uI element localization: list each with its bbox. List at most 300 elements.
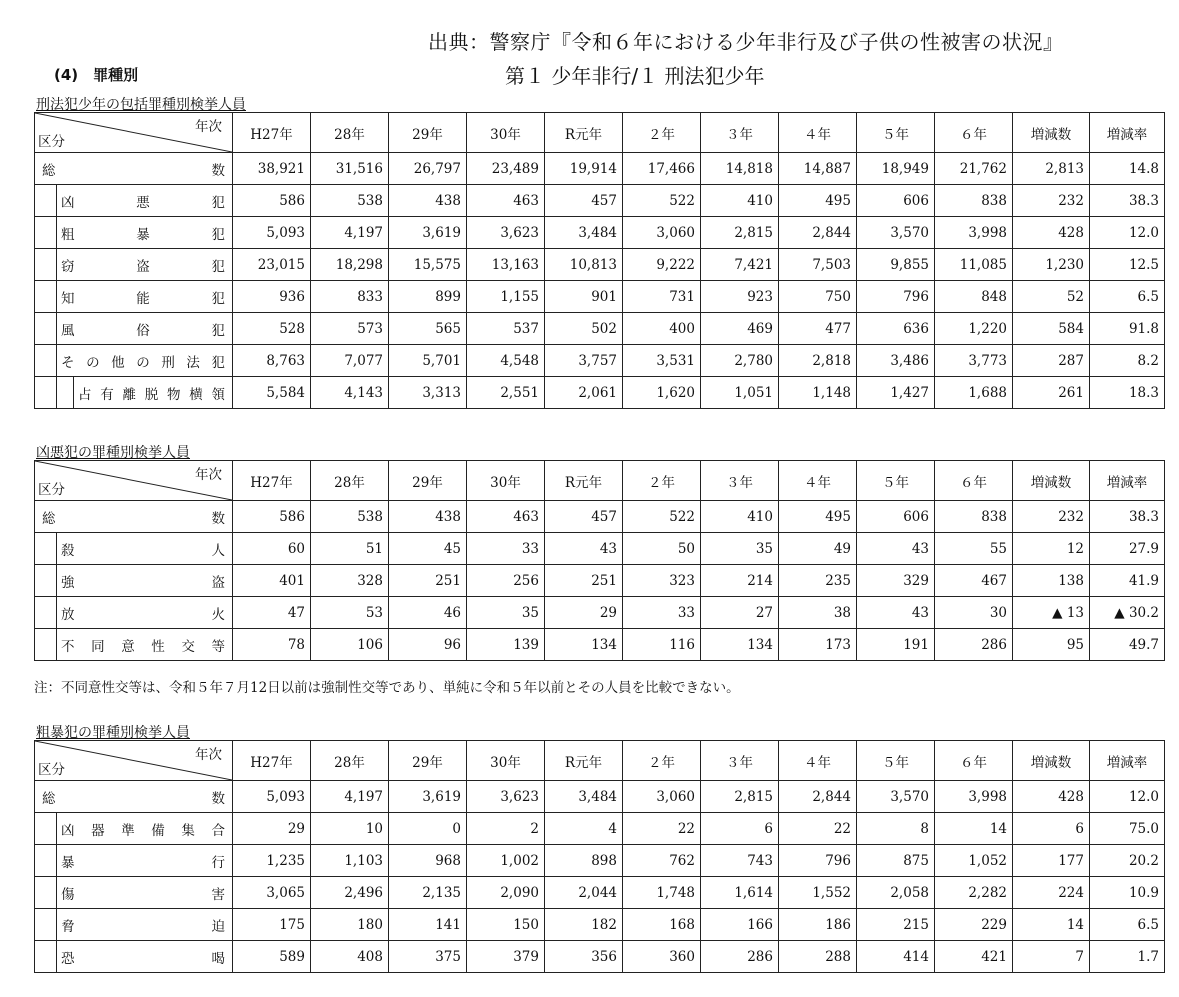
table-cell: 38.3 — [1090, 185, 1165, 217]
table-cell: 41.9 — [1090, 565, 1165, 597]
table-cell: 224 — [1013, 877, 1090, 909]
table-cell: 7,503 — [779, 249, 857, 281]
table-cell: 323 — [623, 565, 701, 597]
table-cell: 400 — [623, 313, 701, 345]
table-cell: 23,489 — [467, 153, 545, 185]
table-cell: 251 — [545, 565, 623, 597]
table-cell: 2,496 — [311, 877, 389, 909]
corner-category-label: 区分 — [38, 482, 65, 498]
table-cell: 3,065 — [233, 877, 311, 909]
table1-caption: 刑法犯少年の包括罪種別検挙人員 — [36, 97, 246, 113]
column-header: 28年 — [311, 741, 389, 781]
column-header: 29年 — [389, 741, 467, 781]
row-label: 強 盗 — [35, 565, 233, 597]
table-cell: 45 — [389, 533, 467, 565]
table-cell: 469 — [701, 313, 779, 345]
table-cell: 51 — [311, 533, 389, 565]
column-header: ６年 — [935, 113, 1013, 153]
column-header: ２年 — [623, 113, 701, 153]
table-cell: 502 — [545, 313, 623, 345]
table-heinous-crimes — [34, 460, 1165, 661]
table-cell: 4 — [545, 813, 623, 845]
table-cell: 379 — [467, 941, 545, 973]
table-cell: 750 — [779, 281, 857, 313]
table-cell: 8,763 — [233, 345, 311, 377]
table-cell: 168 — [623, 909, 701, 941]
table-row — [35, 501, 1165, 533]
table-cell: 899 — [389, 281, 467, 313]
column-header: 増減率 — [1090, 741, 1165, 781]
table-cell: 256 — [467, 565, 545, 597]
table-cell: 186 — [779, 909, 857, 941]
table-cell: 2,135 — [389, 877, 467, 909]
table-cell: 95 — [1013, 629, 1090, 661]
table-cell: 134 — [545, 629, 623, 661]
table-cell: 375 — [389, 941, 467, 973]
table-cell: 139 — [467, 629, 545, 661]
column-header: 30年 — [467, 461, 545, 501]
table-cell: 565 — [389, 313, 467, 345]
table-cell: 6.5 — [1090, 281, 1165, 313]
table-cell: 3,998 — [935, 217, 1013, 249]
table-cell: 4,197 — [311, 217, 389, 249]
table-cell: 173 — [779, 629, 857, 661]
table-cell: 3,570 — [857, 217, 935, 249]
table-cell: 586 — [233, 185, 311, 217]
table-cell: 410 — [701, 185, 779, 217]
table-cell: 43 — [857, 597, 935, 629]
row-label: そ の 他 の 刑 法 犯 — [35, 345, 233, 377]
table-cell: 731 — [623, 281, 701, 313]
table-cell: 1,155 — [467, 281, 545, 313]
table-cell: 3,313 — [389, 377, 467, 409]
table-cell: 232 — [1013, 185, 1090, 217]
table-cell: 838 — [935, 185, 1013, 217]
row-label: 凶 器 準 備 集 合 — [35, 813, 233, 845]
table-cell: 537 — [467, 313, 545, 345]
table-cell: 10 — [311, 813, 389, 845]
table-cell: 7,421 — [701, 249, 779, 281]
table2-note: 注：不同意性交等は、令和５年７月12日以前は強制性交等であり、単純に令和５年以前とその人員を比較できない。 — [34, 680, 740, 696]
table-cell: 328 — [311, 565, 389, 597]
table-cell: 116 — [623, 629, 701, 661]
table-cell: ▲ 30.2 — [1090, 597, 1165, 629]
table-cell: 138 — [1013, 565, 1090, 597]
table-cell: 12.0 — [1090, 781, 1165, 813]
table-cell: 1.7 — [1090, 941, 1165, 973]
table-cell: 438 — [389, 185, 467, 217]
table-cell: 235 — [779, 565, 857, 597]
table-cell: 286 — [701, 941, 779, 973]
table-cell: 46 — [389, 597, 467, 629]
table-row — [35, 597, 1165, 629]
table-cell: 229 — [935, 909, 1013, 941]
table-cell: 898 — [545, 845, 623, 877]
table-cell: 1,052 — [935, 845, 1013, 877]
corner-header — [35, 741, 233, 781]
column-header: ６年 — [935, 741, 1013, 781]
column-header: ３年 — [701, 741, 779, 781]
table-cell: 584 — [1013, 313, 1090, 345]
table-cell: 636 — [857, 313, 935, 345]
table-cell: 848 — [935, 281, 1013, 313]
table-cell: 1,552 — [779, 877, 857, 909]
table-cell: 2,780 — [701, 345, 779, 377]
table2-caption: 凶悪犯の罪種別検挙人員 — [36, 445, 190, 461]
column-header: 30年 — [467, 741, 545, 781]
row-label: 総 数 — [35, 501, 233, 533]
table-cell: 23,015 — [233, 249, 311, 281]
table-cell: 60 — [233, 533, 311, 565]
table-row — [35, 941, 1165, 973]
table-row — [35, 877, 1165, 909]
column-header: R元年 — [545, 113, 623, 153]
table-row — [35, 153, 1165, 185]
table-cell: 463 — [467, 501, 545, 533]
table-cell: 457 — [545, 501, 623, 533]
table-cell: 47 — [233, 597, 311, 629]
table-cell: 166 — [701, 909, 779, 941]
table-cell: 2,090 — [467, 877, 545, 909]
table-row — [35, 281, 1165, 313]
table-cell: 22 — [623, 813, 701, 845]
table-row — [35, 377, 1165, 409]
table-cell: 6.5 — [1090, 909, 1165, 941]
table-cell: 3,773 — [935, 345, 1013, 377]
column-header: 増減数 — [1013, 113, 1090, 153]
header-row — [35, 461, 1165, 501]
column-header: 28年 — [311, 461, 389, 501]
column-header: 増減率 — [1090, 113, 1165, 153]
table-cell: 3,484 — [545, 781, 623, 813]
table-cell: 833 — [311, 281, 389, 313]
table-cell: 2,044 — [545, 877, 623, 909]
table-cell: 251 — [389, 565, 467, 597]
table-cell: 796 — [857, 281, 935, 313]
table-row — [35, 313, 1165, 345]
table-cell: 410 — [701, 501, 779, 533]
table-cell: 7,077 — [311, 345, 389, 377]
table-cell: 408 — [311, 941, 389, 973]
table-cell: 3,619 — [389, 781, 467, 813]
table-cell: 8 — [857, 813, 935, 845]
table-cell: 4,548 — [467, 345, 545, 377]
row-label: 粗 暴 犯 — [35, 217, 233, 249]
row-label: 風 俗 犯 — [35, 313, 233, 345]
column-header: 増減数 — [1013, 741, 1090, 781]
table-cell: 18,949 — [857, 153, 935, 185]
table-cell: 29 — [545, 597, 623, 629]
table-cell: 286 — [935, 629, 1013, 661]
table-cell: 2 — [467, 813, 545, 845]
row-label: 総 数 — [35, 781, 233, 813]
corner-year-label: 年次 — [195, 119, 222, 135]
table-row — [35, 845, 1165, 877]
table-cell: 4,197 — [311, 781, 389, 813]
table-cell: 2,818 — [779, 345, 857, 377]
table-cell: 26,797 — [389, 153, 467, 185]
table-cell: 606 — [857, 501, 935, 533]
corner-header — [35, 461, 233, 501]
table-cell: 968 — [389, 845, 467, 877]
column-header: ５年 — [857, 113, 935, 153]
column-header: H27年 — [233, 741, 311, 781]
table-cell: 11,085 — [935, 249, 1013, 281]
table-cell: 18,298 — [311, 249, 389, 281]
column-header: 28年 — [311, 113, 389, 153]
corner-year-label: 年次 — [195, 467, 222, 483]
table-cell: 538 — [311, 501, 389, 533]
table-cell: 2,058 — [857, 877, 935, 909]
table-cell: 14 — [935, 813, 1013, 845]
table-cell: 50 — [623, 533, 701, 565]
table-cell: 2,815 — [701, 781, 779, 813]
table-cell: 796 — [779, 845, 857, 877]
table-cell: 33 — [623, 597, 701, 629]
row-label: 総 数 — [35, 153, 233, 185]
column-header: ３年 — [701, 113, 779, 153]
column-header: H27年 — [233, 113, 311, 153]
table-cell: 6 — [701, 813, 779, 845]
table-cell: 1,614 — [701, 877, 779, 909]
table-cell: 96 — [389, 629, 467, 661]
table-cell: 33 — [467, 533, 545, 565]
table-cell: 9,222 — [623, 249, 701, 281]
table-cell: 1,235 — [233, 845, 311, 877]
section-heading: (4) 罪種別 — [54, 66, 139, 84]
table-cell: 287 — [1013, 345, 1090, 377]
table-cell: 2,815 — [701, 217, 779, 249]
table-cell: 180 — [311, 909, 389, 941]
table-cell: 29 — [233, 813, 311, 845]
table-row — [35, 345, 1165, 377]
table-cell: 3,570 — [857, 781, 935, 813]
table-row — [35, 909, 1165, 941]
table-row — [35, 813, 1165, 845]
table-cell: 14,887 — [779, 153, 857, 185]
column-header: ５年 — [857, 741, 935, 781]
row-label: 殺 人 — [35, 533, 233, 565]
table-cell: 38.3 — [1090, 501, 1165, 533]
table-cell: 14.8 — [1090, 153, 1165, 185]
table-cell: 177 — [1013, 845, 1090, 877]
table-cell: 31,516 — [311, 153, 389, 185]
table-row — [35, 565, 1165, 597]
table-cell: 5,093 — [233, 781, 311, 813]
table-cell: 52 — [1013, 281, 1090, 313]
table-cell: 14,818 — [701, 153, 779, 185]
table-cell: 1,002 — [467, 845, 545, 877]
column-header: ２年 — [623, 741, 701, 781]
document-subtitle: 第１ 少年非行/１ 刑法犯少年 — [505, 64, 765, 88]
table-cell: 49 — [779, 533, 857, 565]
table-cell: 936 — [233, 281, 311, 313]
table-cell: 923 — [701, 281, 779, 313]
column-header: ２年 — [623, 461, 701, 501]
row-label: 占 有 離 脱 物 横 領 — [35, 377, 233, 409]
column-header: ５年 — [857, 461, 935, 501]
table-cell: 5,701 — [389, 345, 467, 377]
column-header: 30年 — [467, 113, 545, 153]
table-cell: 288 — [779, 941, 857, 973]
table-cell: 457 — [545, 185, 623, 217]
table-cell: 8.2 — [1090, 345, 1165, 377]
table-cell: 838 — [935, 501, 1013, 533]
table-cell: 522 — [623, 501, 701, 533]
table-cell: 12.5 — [1090, 249, 1165, 281]
table-cell: 356 — [545, 941, 623, 973]
table-cell: 1,427 — [857, 377, 935, 409]
table-cell: 43 — [857, 533, 935, 565]
table-cell: 0 — [389, 813, 467, 845]
table-cell: 1,051 — [701, 377, 779, 409]
column-header: R元年 — [545, 741, 623, 781]
table-row — [35, 217, 1165, 249]
table-cell: 18.3 — [1090, 377, 1165, 409]
table-cell: 1,748 — [623, 877, 701, 909]
row-label: 暴 行 — [35, 845, 233, 877]
table-cell: 10.9 — [1090, 877, 1165, 909]
table-cell: 1,230 — [1013, 249, 1090, 281]
table-cell: 55 — [935, 533, 1013, 565]
table-violent-crimes — [34, 740, 1165, 973]
table-cell: 538 — [311, 185, 389, 217]
table-row — [35, 781, 1165, 813]
row-label: 知 能 犯 — [35, 281, 233, 313]
column-header: ４年 — [779, 741, 857, 781]
table-cell: 1,103 — [311, 845, 389, 877]
table-cell: 215 — [857, 909, 935, 941]
column-header: ６年 — [935, 461, 1013, 501]
row-label: 恐 喝 — [35, 941, 233, 973]
table-cell: 9,855 — [857, 249, 935, 281]
row-label: 傷 害 — [35, 877, 233, 909]
table-cell: 2,813 — [1013, 153, 1090, 185]
table-cell: 22 — [779, 813, 857, 845]
table-cell: 75.0 — [1090, 813, 1165, 845]
table-cell: 21,762 — [935, 153, 1013, 185]
table3-caption: 粗暴犯の罪種別検挙人員 — [36, 725, 190, 741]
table-cell: 743 — [701, 845, 779, 877]
table-row — [35, 629, 1165, 661]
table-cell: 20.2 — [1090, 845, 1165, 877]
table-cell: 13,163 — [467, 249, 545, 281]
table-cell: 522 — [623, 185, 701, 217]
table-cell: 414 — [857, 941, 935, 973]
table-cell: 2,844 — [779, 781, 857, 813]
table-cell: 2,844 — [779, 217, 857, 249]
table-cell: 606 — [857, 185, 935, 217]
table-cell: 438 — [389, 501, 467, 533]
table-cell: ▲ 13 — [1013, 597, 1090, 629]
table-cell: 5,584 — [233, 377, 311, 409]
header-row — [35, 113, 1165, 153]
table-cell: 586 — [233, 501, 311, 533]
table-cell: 261 — [1013, 377, 1090, 409]
column-header: ３年 — [701, 461, 779, 501]
table-cell: 7 — [1013, 941, 1090, 973]
column-header: H27年 — [233, 461, 311, 501]
table-cell: 38 — [779, 597, 857, 629]
corner-category-label: 区分 — [38, 134, 65, 150]
table-cell: 19,914 — [545, 153, 623, 185]
table-cell: 15,575 — [389, 249, 467, 281]
table-cell: 3,060 — [623, 217, 701, 249]
table-cell: 762 — [623, 845, 701, 877]
table-cell: 134 — [701, 629, 779, 661]
header-row — [35, 741, 1165, 781]
table-cell: 49.7 — [1090, 629, 1165, 661]
table-cell: 30 — [935, 597, 1013, 629]
table-cell: 421 — [935, 941, 1013, 973]
table-cell: 428 — [1013, 217, 1090, 249]
table-cell: 10,813 — [545, 249, 623, 281]
table-cell: 528 — [233, 313, 311, 345]
table-cell: 477 — [779, 313, 857, 345]
table-cell: 12.0 — [1090, 217, 1165, 249]
table-cell: 191 — [857, 629, 935, 661]
table-cell: 141 — [389, 909, 467, 941]
table-cell: 3,531 — [623, 345, 701, 377]
table-cell: 3,757 — [545, 345, 623, 377]
table-cell: 53 — [311, 597, 389, 629]
table-cell: 232 — [1013, 501, 1090, 533]
table-row — [35, 185, 1165, 217]
table-cell: 589 — [233, 941, 311, 973]
table-cell: 3,623 — [467, 217, 545, 249]
column-header: 29年 — [389, 461, 467, 501]
table-cell: 495 — [779, 501, 857, 533]
corner-header — [35, 113, 233, 153]
table-cell: 467 — [935, 565, 1013, 597]
table-cell: 3,484 — [545, 217, 623, 249]
table-cell: 2,061 — [545, 377, 623, 409]
table-cell: 150 — [467, 909, 545, 941]
row-label: 窃 盗 犯 — [35, 249, 233, 281]
table-cell: 360 — [623, 941, 701, 973]
table-cell: 175 — [233, 909, 311, 941]
row-label: 放 火 — [35, 597, 233, 629]
table-cell: 1,620 — [623, 377, 701, 409]
table-cell: 38,921 — [233, 153, 311, 185]
table-cell: 329 — [857, 565, 935, 597]
column-header: 増減数 — [1013, 461, 1090, 501]
table-cell: 182 — [545, 909, 623, 941]
table-cell: 3,486 — [857, 345, 935, 377]
table-cell: 106 — [311, 629, 389, 661]
table-cell: 875 — [857, 845, 935, 877]
table-cell: 27 — [701, 597, 779, 629]
column-header: 29年 — [389, 113, 467, 153]
table-cell: 35 — [701, 533, 779, 565]
table-cell: 91.8 — [1090, 313, 1165, 345]
table-cell: 17,466 — [623, 153, 701, 185]
table-cell: 78 — [233, 629, 311, 661]
table-cell: 428 — [1013, 781, 1090, 813]
column-header: ４年 — [779, 461, 857, 501]
source-citation: 出典：警察庁『令和６年における少年非行及び子供の性被害の状況』 — [428, 30, 1064, 54]
table-cell: 43 — [545, 533, 623, 565]
table-cell: 5,093 — [233, 217, 311, 249]
table-cell: 27.9 — [1090, 533, 1165, 565]
table-cell: 1,688 — [935, 377, 1013, 409]
row-label: 不 同 意 性 交 等 — [35, 629, 233, 661]
table-cell: 4,143 — [311, 377, 389, 409]
table-cell: 495 — [779, 185, 857, 217]
table-cell: 3,998 — [935, 781, 1013, 813]
row-label: 凶 悪 犯 — [35, 185, 233, 217]
table-cell: 573 — [311, 313, 389, 345]
